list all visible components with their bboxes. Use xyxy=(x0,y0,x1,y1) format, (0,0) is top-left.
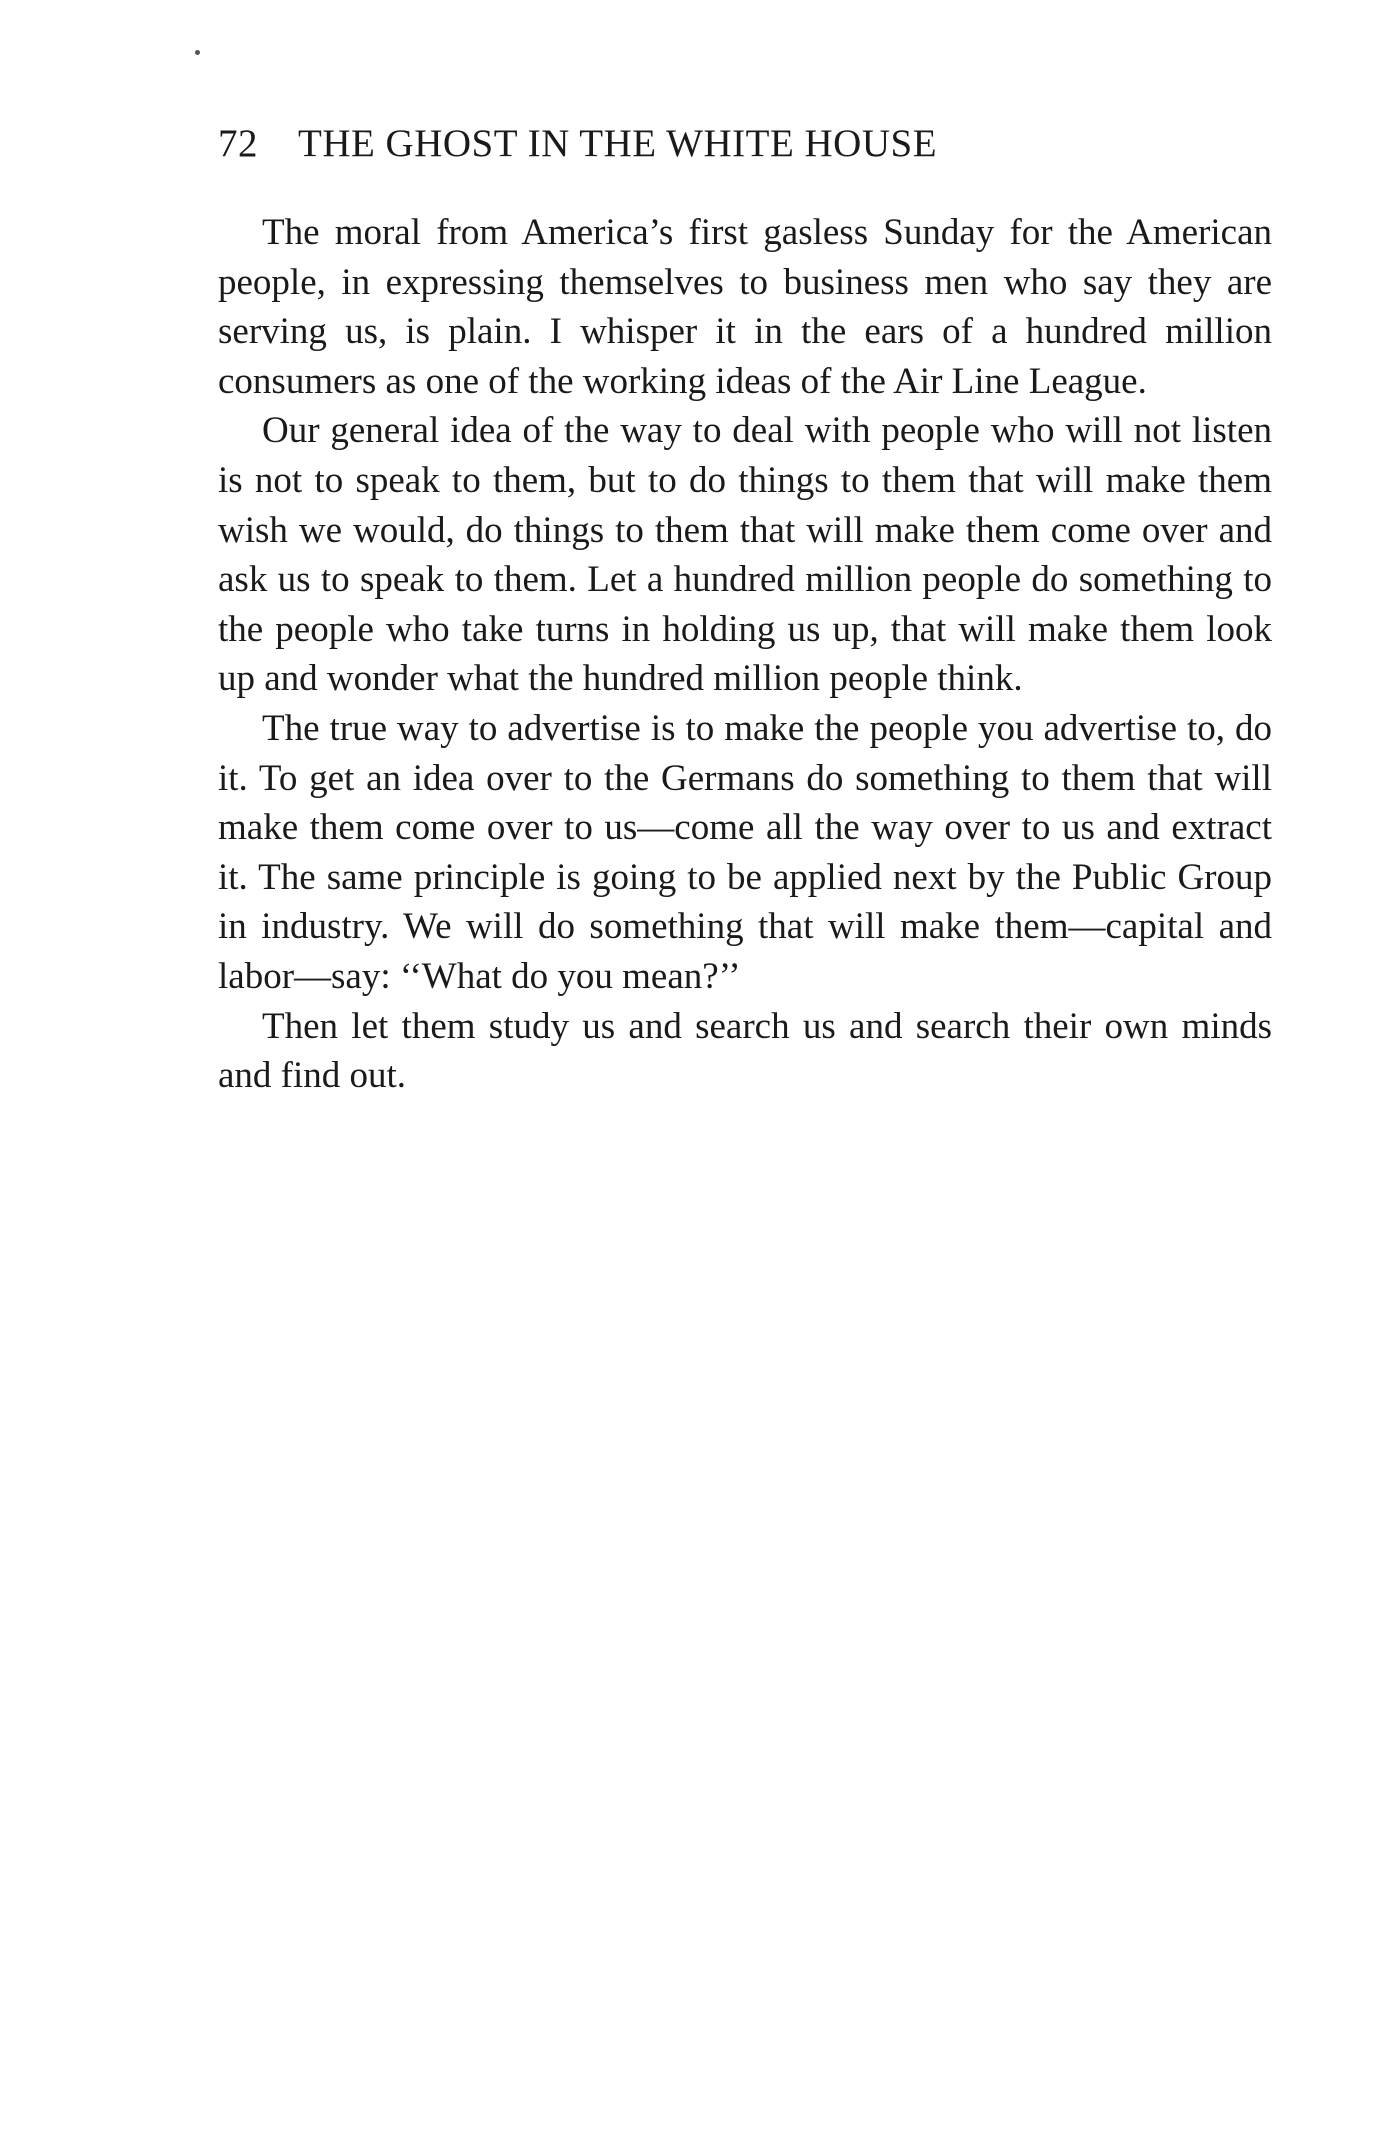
running-head-title: THE GHOST IN THE WHITE HOUSE xyxy=(298,122,938,165)
ink-speck xyxy=(195,50,200,55)
page-number: 72 xyxy=(218,122,258,165)
paragraph: The moral from America’s first gasless Sunday for the American people, in expressing themselves to business men who say they are serving us, is plain. I whisper it in the ears of a hundred million consumers as one of the working ideas of the Air Line League. xyxy=(218,212,1272,402)
paragraph: Our general idea of the way to deal with people who will not listen is not to speak to them, but to do things to them that will make them wish we would, do things to them that will make them come over and ask us to speak to them. Let a hundred million people do something to the people who take turns in holding us up, that will make them look up and wonder what the hundred million people think. xyxy=(218,410,1272,700)
paragraph: Then let them study us and search us and search their own minds and find out. xyxy=(218,1005,1272,1097)
paragraph: The true way to advertise is to make the people you advertise to, do it. To get an idea over to the Germans do something to them that will make them come over to us—come all the way over to us and extract it. The same principle is going to be applied next by the Public Group in industry. We will do something that will make them—capital and labor—say: ‘‘What do you mean?’’ xyxy=(218,707,1272,997)
running-head xyxy=(218,118,1278,170)
body-text xyxy=(218,208,1272,1101)
